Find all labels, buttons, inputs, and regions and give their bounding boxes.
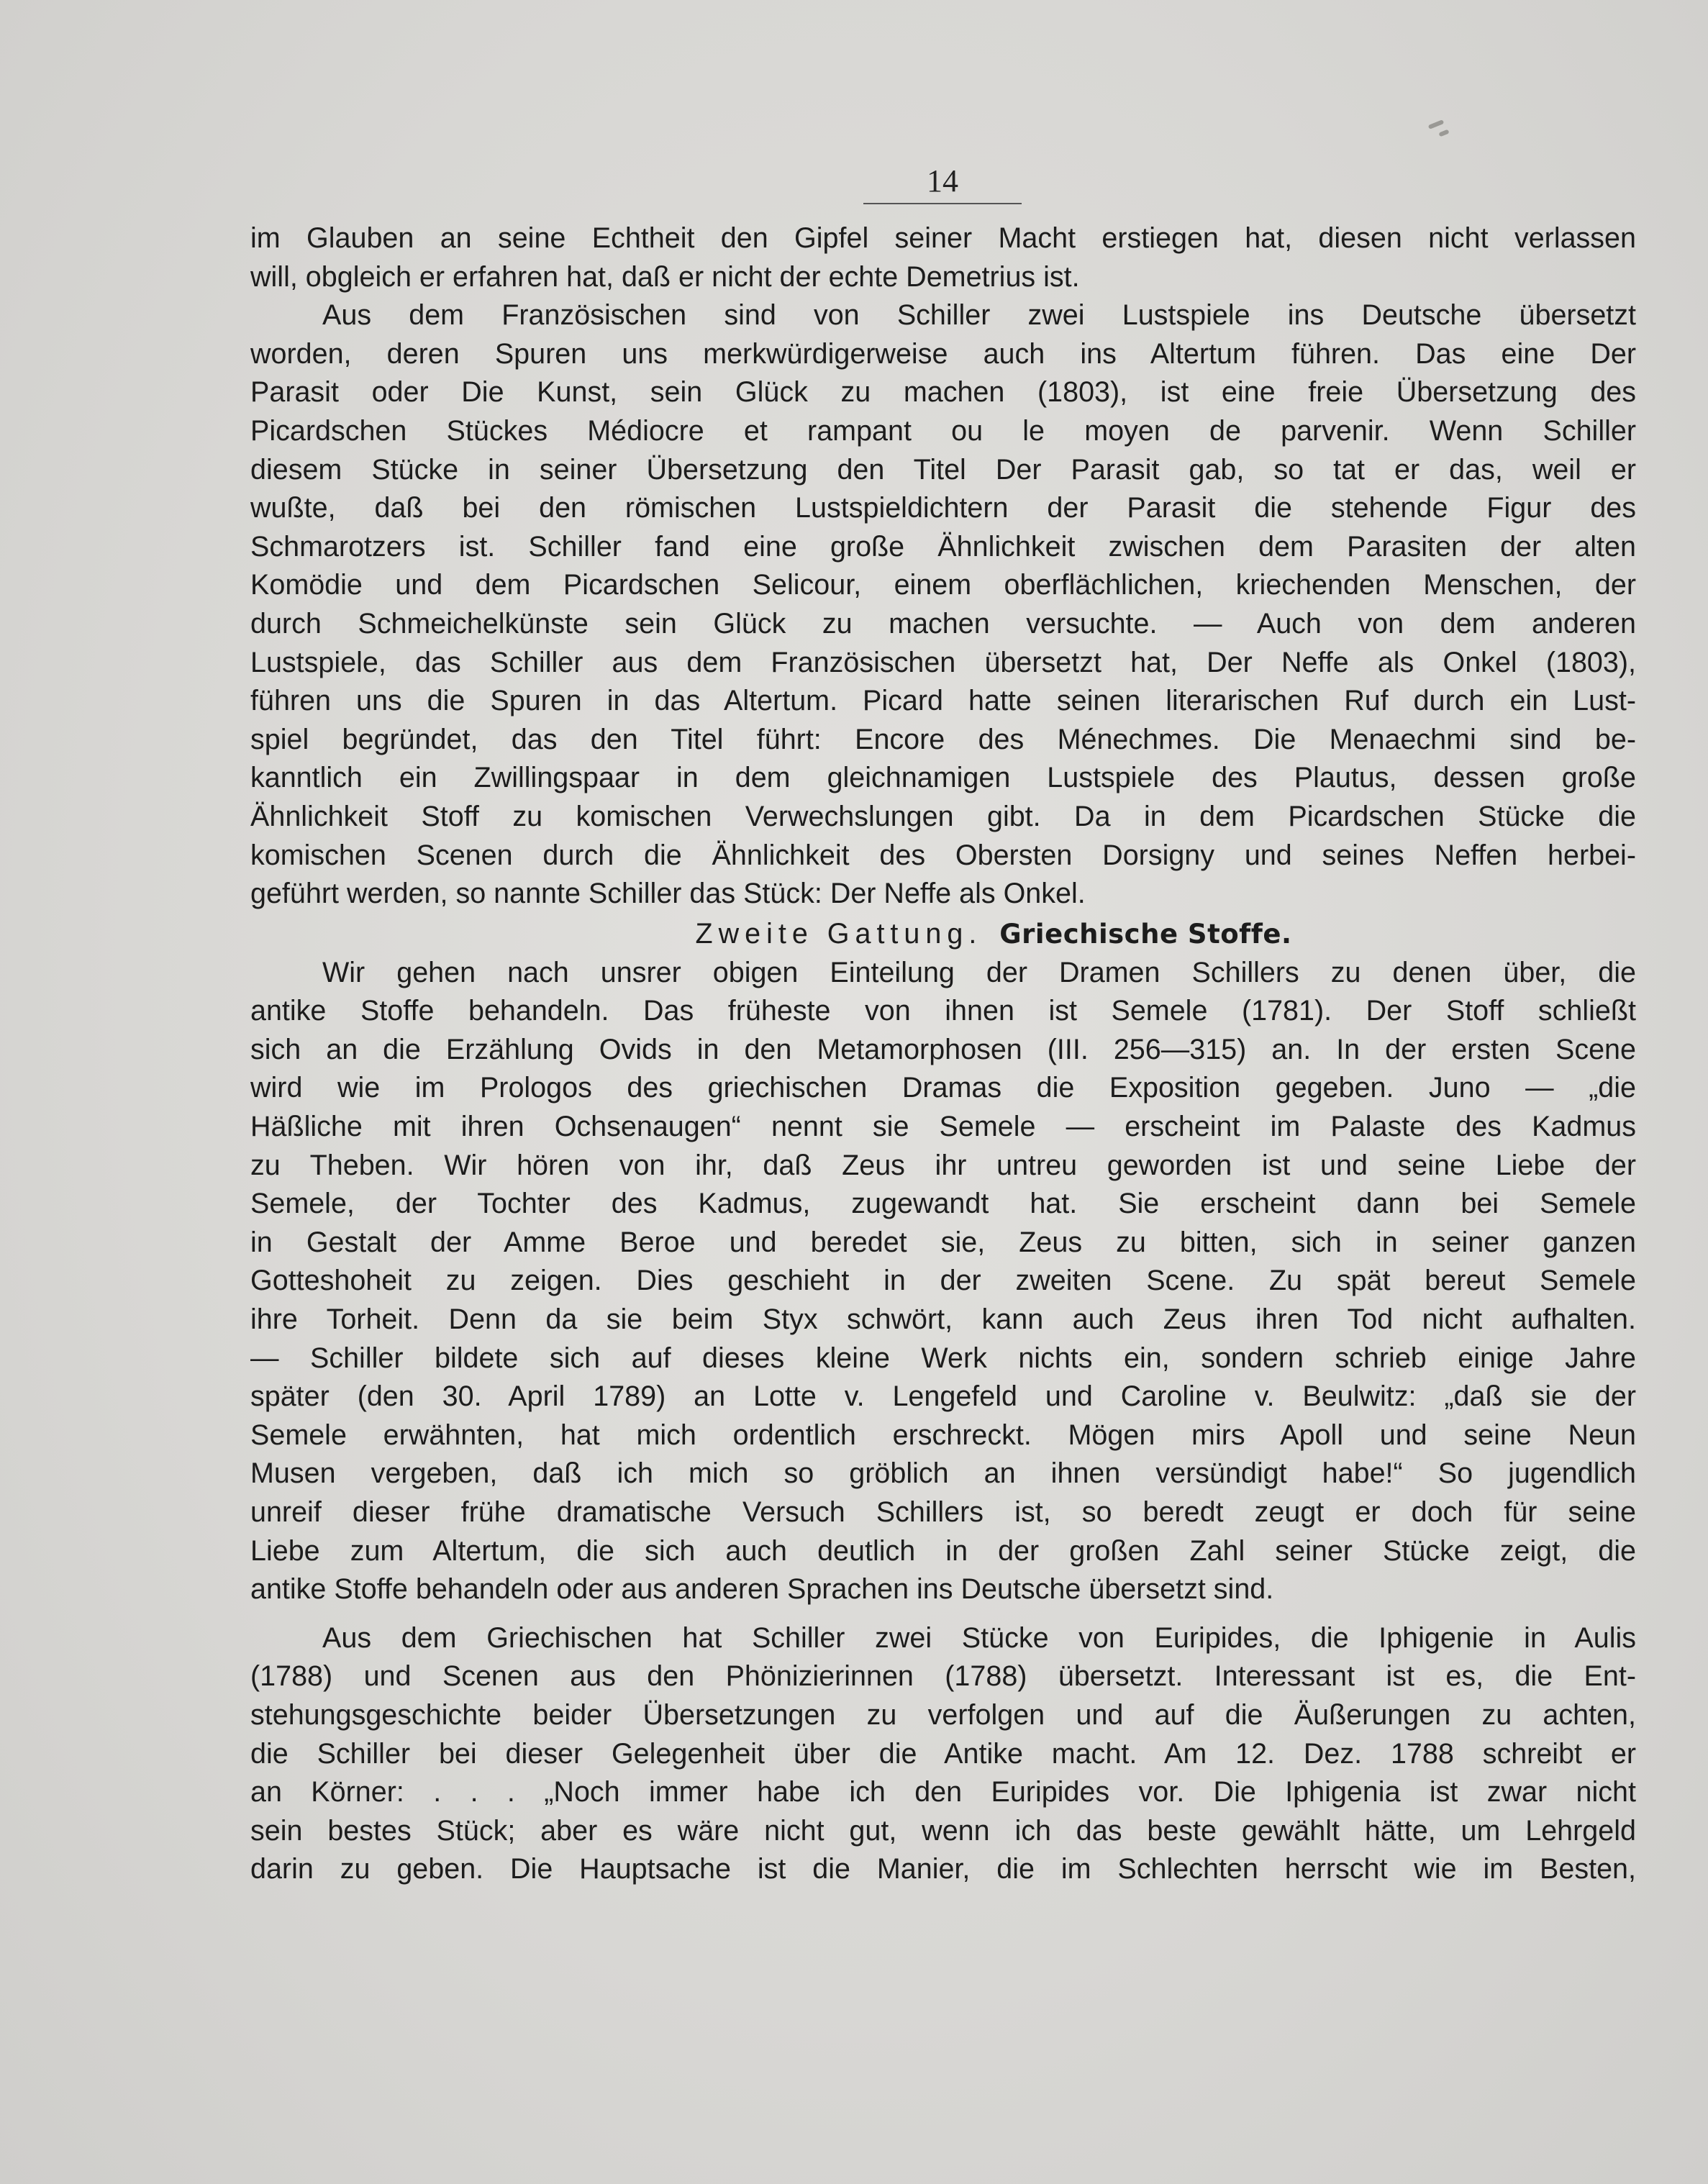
- paragraph: [250, 219, 1636, 296]
- text-line: darin zu geben. Die Hauptsache ist die Manier, die im Schlechten herrscht wie im Besten,: [250, 1853, 1636, 1885]
- text-line: stehungsgeschichte beider Übersetzungen zu verfolgen und auf die Äußerungen zu achten,: [250, 1698, 1636, 1731]
- text-line: worden, deren Spuren uns merkwürdigerweise auch ins Altertum führen. Das eine Der: [250, 337, 1636, 370]
- text-line: im Glauben an seine Echtheit den Gipfel seiner Macht erstiegen hat, diesen nicht verlassen: [250, 222, 1636, 254]
- text-line: Wir gehen nach unsrer obigen Einteilung der Dramen Schillers zu denen über, die: [322, 956, 1636, 988]
- text-line: will, obgleich er erfahren hat, daß er nicht der echte Demetrius ist.: [250, 260, 1080, 293]
- text-line: wußte, daß bei den römischen Lustspieldichtern der Parasit die stehende Figur des: [250, 492, 1636, 524]
- paper-speck: [1438, 129, 1449, 137]
- text-line: sich an die Erzählung Ovids in den Metamorphosen (III. 256—315) an. In der ersten Scene: [250, 1033, 1636, 1065]
- paper-speck: [1428, 119, 1445, 129]
- body-text: [250, 219, 1636, 1889]
- text-line: unreif dieser frühe dramatische Versuch Schillers ist, so beredt zeugt er doch für seine: [250, 1496, 1636, 1528]
- text-line: Komödie und dem Picardschen Selicour, einem oberflächlichen, kriechenden Menschen, der: [250, 569, 1636, 601]
- text-line: später (den 30. April 1789) an Lotte v. Lengefeld und Caroline v. Beulwitz: „daß sie der: [250, 1380, 1636, 1413]
- text-line: die Schiller bei dieser Gelegenheit über die Antike macht. Am 12. Dez. 1788 schreibt er: [250, 1737, 1636, 1770]
- section-heading-title: Griechische Stoffe.: [999, 918, 1292, 950]
- text-line: führen uns die Spuren in das Altertum. Picard hatte seinen literarischen Ruf durch ein Lust-: [250, 685, 1636, 717]
- text-line: Aus dem Französischen sind von Schiller zwei Lustspiele ins Deutsche übersetzt: [322, 299, 1636, 332]
- paragraph-gap: [250, 1609, 1636, 1619]
- text-line: Liebe zum Altertum, die sich auch deutlich in der großen Zahl seiner Stücke zeigt, die: [250, 1534, 1636, 1567]
- text-line: — Schiller bildete sich auf dieses kleine Werk nichts ein, sondern schrieb einige Jahre: [250, 1342, 1636, 1374]
- section-heading: [250, 914, 1636, 954]
- text-line: diesem Stücke in seiner Übersetzung den Titel Der Parasit gab, so tat er das, weil er: [250, 453, 1636, 486]
- text-line: Picardschen Stückes Médiocre et rampant ou le moyen de parvenir. Wenn Schiller: [250, 414, 1636, 447]
- text-line: Semele erwähnten, hat mich ordentlich erschreckt. Mögen mirs Apoll und seine Neun: [250, 1419, 1636, 1451]
- text-line: antike Stoffe behandeln oder aus anderen Sprachen ins Deutsche übersetzt sind.: [250, 1573, 1274, 1606]
- text-line: Aus dem Griechischen hat Schiller zwei Stücke von Euripides, die Iphigenie in Aulis: [322, 1621, 1636, 1654]
- paragraph: [250, 296, 1636, 914]
- text-line: komischen Scenen durch die Ähnlichkeit des Obersten Dorsigny und seines Neffen herbei-: [250, 839, 1636, 871]
- paragraph: [250, 954, 1636, 1609]
- text-line: Gotteshoheit zu zeigen. Dies geschieht in der zweiten Scene. Zu spät bereut Semele: [250, 1265, 1636, 1297]
- text-line: Parasit oder Die Kunst, sein Glück zu machen (1803), ist eine freie Übersetzung des: [250, 376, 1636, 409]
- text-line: (1788) und Scenen aus den Phönizierinnen (1788) übersetzt. Interessant ist es, die Ent-: [250, 1660, 1636, 1693]
- text-line: Ähnlichkeit Stoff zu komischen Verwechslungen gibt. Da in dem Picardschen Stücke die: [250, 800, 1636, 832]
- text-line: antike Stoffe behandeln. Das früheste von ihnen ist Semele (1781). Der Stoff schließt: [250, 995, 1636, 1027]
- text-line: an Körner: . . . „Noch immer habe ich den Euripides vor. Die Iphigenia ist zwar nicht: [250, 1776, 1636, 1808]
- page-number: 14: [927, 163, 958, 199]
- text-line: kanntlich ein Zwillingspaar in dem gleichnamigen Lustspiele des Plautus, dessen große: [250, 762, 1636, 794]
- text-line: Lustspiele, das Schiller aus dem Französischen übersetzt hat, Der Neffe als Onkel (1803),: [250, 646, 1636, 678]
- text-line: ihre Torheit. Denn da sie beim Styx schwört, kann auch Zeus ihren Tod nicht aufhalten.: [250, 1303, 1636, 1336]
- text-line: in Gestalt der Amme Beroe und beredet sie, Zeus zu bitten, sich in seiner ganzen: [250, 1226, 1636, 1258]
- text-line: durch Schmeichelkünste sein Glück zu machen versuchte. — Auch von dem anderen: [250, 607, 1636, 640]
- page-number-rule: [863, 203, 1022, 204]
- text-line: sein bestes Stück; aber es wäre nicht gut, wenn ich das beste gewählt hätte, um Lehrgeld: [250, 1814, 1636, 1847]
- text-line: geführt werden, so nannte Schiller das Stück: Der Neffe als Onkel.: [250, 878, 1086, 910]
- text-line: wird wie im Prologos des griechischen Dramas die Exposition gegeben. Juno — „die: [250, 1072, 1636, 1104]
- text-line: spiel begründet, das den Titel führt: Encore des Ménechmes. Die Menaechmi sind be-: [250, 723, 1636, 755]
- paragraph: [250, 1619, 1636, 1889]
- text-line: Häßliche mit ihren Ochsenaugen“ nennt sie Semele — erscheint im Palaste des Kadmus: [250, 1111, 1636, 1143]
- text-line: zu Theben. Wir hören von ihr, daß Zeus ihr untreu geworden ist und seine Liebe der: [250, 1149, 1636, 1181]
- text-line: Musen vergeben, daß ich mich so gröblich an ihnen versündigt habe!“ So jugendlich: [250, 1457, 1636, 1490]
- section-heading-label: Zweite Gattung.: [695, 917, 983, 950]
- text-line: Schmarotzers ist. Schiller fand eine große Ähnlichkeit zwischen dem Parasiten der alten: [250, 530, 1636, 563]
- text-line: Semele, der Tochter des Kadmus, zugewandt hat. Sie erscheint dann bei Semele: [250, 1188, 1636, 1220]
